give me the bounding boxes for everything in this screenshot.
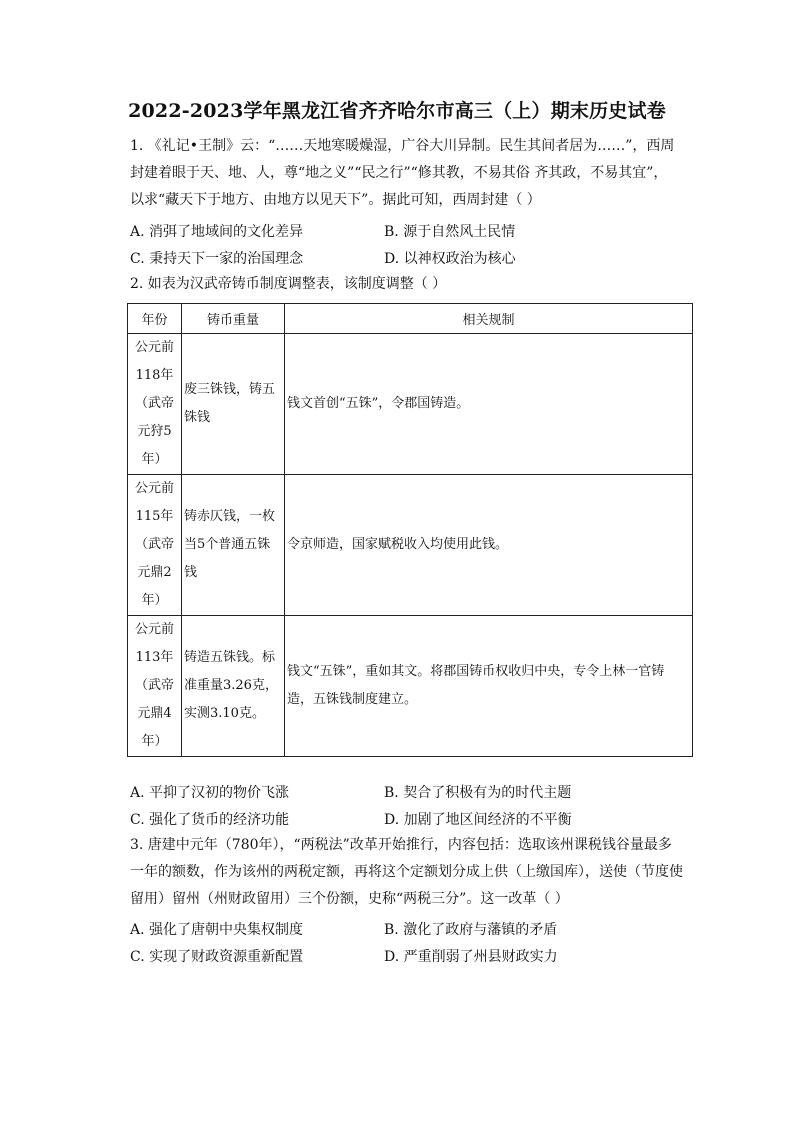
question-3-option-b[interactable]: B. 激化了政府与藩镇的矛盾 (384, 922, 558, 938)
table-cell-rules: 钱文首创“五铢”，令郡国铸造。 (285, 334, 693, 475)
table-row (128, 334, 693, 475)
question-1-line-3: 以求“藏天下于地方、由地方以见天下”。据此可知，西周封建（ ） (130, 192, 541, 208)
table-cell-weight: 废三铢钱，铸五铢钱 (182, 334, 285, 475)
table-header-row (128, 304, 693, 334)
question-1-option-d[interactable]: D. 以神权政治为核心 (384, 251, 516, 267)
table-cell-rules: 钱文“五铢”，重如其文。将郡国铸币权收归中央，专令上林一官铸造，五铢钱制度建立。 (285, 616, 693, 757)
question-3-option-a[interactable]: A. 强化了唐朝中央集权制度 (130, 922, 304, 938)
question-2-option-c[interactable]: C. 强化了货币的经济功能 (130, 812, 290, 828)
table-cell-rules: 令京师造，国家赋税收入均使用此钱。 (285, 475, 693, 616)
table-cell-year: 公元前118年（武帝元狩5年） (128, 334, 182, 475)
table-header-weight: 铸币重量 (182, 304, 285, 334)
coin-reform-table (127, 303, 693, 757)
question-1-option-c[interactable]: C. 秉持天下一家的治国理念 (130, 251, 304, 267)
page-title: 2022-2023学年黑龙江省齐齐哈尔市高三（上）期末历史试卷 (128, 100, 666, 122)
question-2-option-b[interactable]: B. 契合了积极有为的时代主题 (384, 785, 572, 801)
question-3-line-3: 留用）留州（州财政留用）三个份额，史称“两税三分”。这一改革（ ） (130, 891, 569, 907)
table-cell-weight: 铸造五铢钱。标准重量3.26克，实测3.10克。 (182, 616, 285, 757)
table-row (128, 475, 693, 616)
table-cell-year: 公元前113年（武帝元鼎4年） (128, 616, 182, 757)
question-1 (130, 133, 710, 214)
question-3-line-1: 3. 唐建中元年（780年），“两税法”改革开始推行，内容包括：选取该州课税钱谷量最多 (130, 837, 672, 853)
question-2-option-a[interactable]: A. 平抑了汉初的物价飞涨 (130, 785, 290, 801)
table-header-rules: 相关规制 (285, 304, 693, 334)
table-cell-weight: 铸赤仄钱，一枚当5个普通五铢钱 (182, 475, 285, 616)
question-3-option-d[interactable]: D. 严重削弱了州县财政实力 (384, 949, 558, 965)
question-1-line-1: 1. 《礼记•王制》云：“……天地寒暖燥湿，广谷大川异制。民生其间者居为……”，西周 (130, 138, 675, 154)
question-2-option-d[interactable]: D. 加剧了地区间经济的不平衡 (384, 812, 572, 828)
question-2-line-1: 2. 如表为汉武帝铸币制度调整表，该制度调整（ ） (130, 276, 447, 292)
table-row (128, 616, 693, 757)
question-2 (130, 271, 710, 298)
question-3-line-2: 一年的额数，作为该州的两税定额，再将这个定额划分成上供（上缴国库），送使（节度使 (130, 864, 683, 880)
question-3 (130, 832, 710, 913)
table-header-year: 年份 (128, 304, 182, 334)
question-1-option-b[interactable]: B. 源于自然风土民情 (384, 224, 516, 240)
table-cell-year: 公元前115年（武帝元鼎2年） (128, 475, 182, 616)
question-1-line-2: 封建着眼于天、地、人，尊“地之义”“民之行”“修其教，不易其俗 齐其政，不易其宜”， (130, 165, 668, 181)
question-3-option-c[interactable]: C. 实现了财政资源重新配置 (130, 949, 304, 965)
question-1-option-a[interactable]: A. 消弭了地域间的文化差异 (130, 224, 304, 240)
